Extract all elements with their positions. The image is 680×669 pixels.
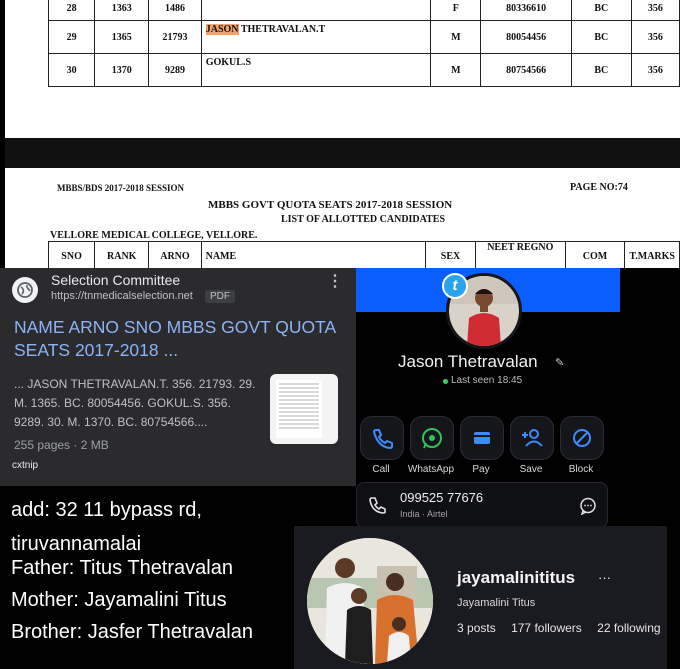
insta-full-name: Jayamalini Titus [457, 597, 536, 609]
followers-stat[interactable]: 177 followers [511, 621, 582, 635]
add-contact-icon [511, 417, 553, 459]
page-number: PAGE NO:74 [570, 182, 628, 193]
contact-name: Jason Thetravalan [398, 352, 538, 371]
phone-icon [367, 495, 387, 515]
family-photo-icon [307, 538, 433, 664]
session-label: MBBS/BDS 2017-2018 SESSION [57, 183, 185, 193]
phone-number: 099525 77676 [400, 490, 484, 505]
address-line-1: add: 32 11 bypass rd, [11, 499, 202, 521]
pay-button[interactable] [460, 416, 504, 460]
watermark: cxtnip [12, 460, 39, 471]
phone-carrier: India · Airtel [400, 509, 448, 519]
profile-picture[interactable] [307, 538, 433, 664]
following-stat[interactable]: 22 following [597, 621, 661, 635]
site-name: Selection Committee [51, 272, 181, 288]
posts-stat[interactable]: 3 posts [457, 621, 496, 635]
candidate-table [48, 0, 680, 87]
globe-icon [12, 277, 38, 303]
wallet-icon [461, 417, 503, 459]
brother-name: Brother: Jasfer Thetravalan [11, 621, 253, 643]
call-button[interactable] [360, 416, 404, 460]
phone-icon [361, 417, 403, 459]
instagram-profile-card [294, 526, 667, 669]
scanned-document [0, 0, 680, 268]
document-page-bottom [5, 168, 680, 268]
search-result-card[interactable] [0, 268, 356, 486]
insta-stats [457, 621, 661, 635]
name-highlight: JASON [205, 24, 239, 35]
table-row: 28 1363 1486 F 80336610 BC 356 [49, 0, 680, 21]
site-favicon [12, 277, 38, 303]
address-line-2: tiruvannamalai [11, 533, 142, 555]
telegram-badge: t [442, 273, 468, 299]
college-name: VELLORE MEDICAL COLLEGE, VELLORE. [50, 230, 258, 241]
result-snippet: ... JASON THETRAVALAN.T. 356. 21793. 29. M. 1365. BC. 80054456. GOKUL.S. 356. 9289. 30. M. 1370. BC. 80754566.... [14, 377, 256, 429]
table-row: 30 1370 9289 GOKUL.S M 80754566 BC 356 [49, 54, 680, 87]
contact-profile: t Jason Thetravalan ✎ Last seen 18:45 Call WhatsApp Pay Save Block 099525 77676 India · Airtel [356, 268, 680, 526]
edit-pencil-icon[interactable]: ✎ [555, 357, 565, 369]
pdf-thumbnail[interactable] [270, 374, 338, 444]
father-name: Father: Titus Thetravalan [11, 557, 233, 579]
online-status-dot [443, 379, 448, 384]
result-title[interactable]: NAME ARNO SNO MBBS GOVT QUOTA SEATS 2017-2018 ... [14, 317, 336, 360]
document-page-top [5, 0, 680, 138]
document-subtitle: LIST OF ALLOTTED CANDIDATES [281, 214, 446, 225]
more-options-icon[interactable]: ··· [598, 570, 611, 585]
block-icon [561, 417, 603, 459]
whatsapp-icon [411, 417, 453, 459]
save-contact-button[interactable] [510, 416, 554, 460]
mother-name: Mother: Jayamalini Titus [11, 589, 227, 611]
document-thumbnail-icon [270, 374, 338, 444]
phone-number-row[interactable] [356, 482, 608, 528]
insta-username: jayamalinititus [457, 568, 576, 587]
whatsapp-button[interactable] [410, 416, 454, 460]
result-url[interactable]: https://tnmedicalselection.net [51, 290, 193, 302]
message-icon[interactable] [579, 497, 597, 515]
candidate-name: JASON THETRAVALAN.T [201, 21, 431, 54]
table-row: 29 1365 21793 JASON THETRAVALAN.T M 80054456 BC 356 [49, 21, 680, 54]
document-title: MBBS GOVT QUOTA SEATS 2017-2018 SESSION [208, 199, 453, 211]
pdf-badge: PDF [205, 290, 235, 303]
last-seen: Last seen 18:45 [451, 375, 523, 386]
more-options-icon[interactable]: ⋮ [327, 273, 343, 290]
table-header-row: SNO RANK ARNO NAME SEX NEET REGNO COM T.MARKS [49, 242, 680, 272]
pdf-meta: 255 pages · 2 MB [14, 438, 109, 452]
page-gap [5, 138, 680, 168]
block-button[interactable] [560, 416, 604, 460]
